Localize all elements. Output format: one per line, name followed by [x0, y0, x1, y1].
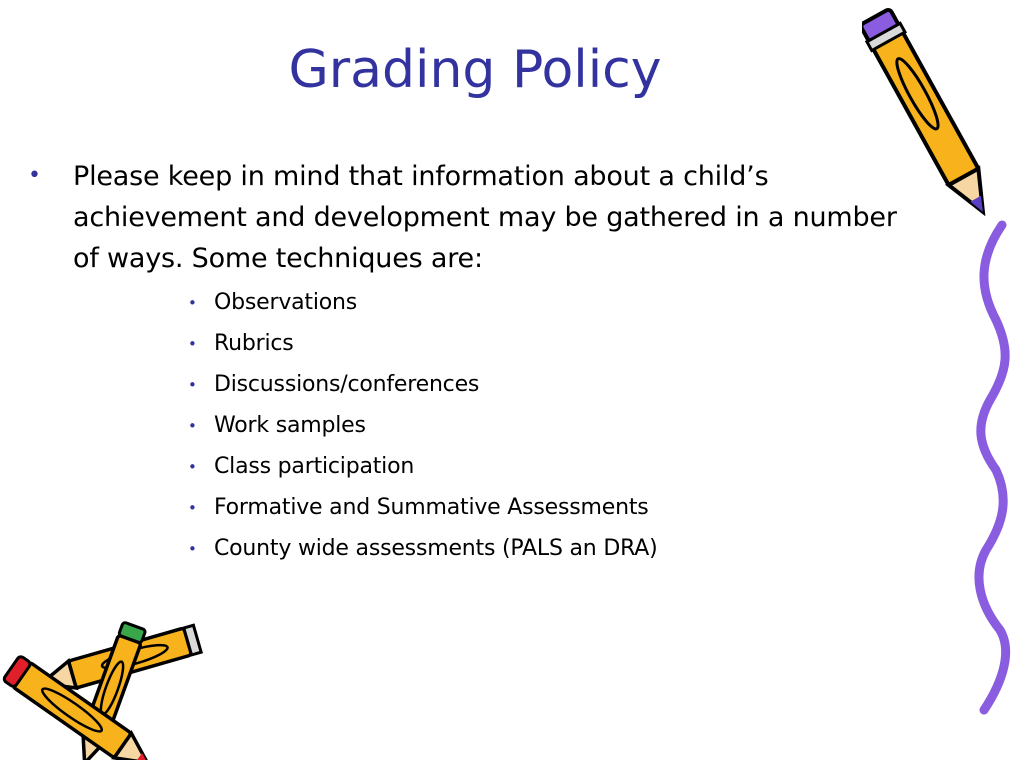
pencil-icon	[862, 2, 1012, 242]
bullet-dot: •	[188, 334, 197, 353]
list-item-text: Class participation	[214, 454, 415, 479]
list-item-text: Work samples	[214, 413, 366, 438]
bullet-dot: •	[188, 375, 197, 394]
list-item-text: Discussions/conferences	[214, 372, 480, 397]
list-item-text: Observations	[214, 290, 358, 315]
pencil-icon	[0, 610, 210, 760]
squiggle-line	[960, 220, 1024, 720]
bullet-dot: •	[28, 163, 41, 188]
bullet-dot: •	[188, 293, 197, 312]
list-item-text: Rubrics	[214, 331, 294, 356]
list-item	[188, 446, 658, 487]
list-item	[188, 487, 658, 528]
list-item	[188, 364, 658, 405]
bullet-dot: •	[188, 416, 197, 435]
list-item	[188, 282, 658, 323]
main-bullet	[28, 156, 908, 279]
bullet-dot: •	[188, 457, 197, 476]
page-title: Grading Policy	[288, 40, 662, 100]
list-item	[188, 528, 658, 569]
list-item	[188, 405, 658, 446]
main-bullet-text: Please keep in mind that information about a child’s achievement and development may be gathered in a number of ways. Some techniques are:	[73, 161, 897, 274]
bullet-dot: •	[188, 498, 197, 517]
list-item-text: County wide assessments (PALS an DRA)	[214, 536, 658, 561]
list-item	[188, 323, 658, 364]
list-item-text: Formative and Summative Assessments	[214, 495, 649, 520]
bullet-dot: •	[188, 539, 197, 558]
technique-list	[188, 282, 658, 569]
